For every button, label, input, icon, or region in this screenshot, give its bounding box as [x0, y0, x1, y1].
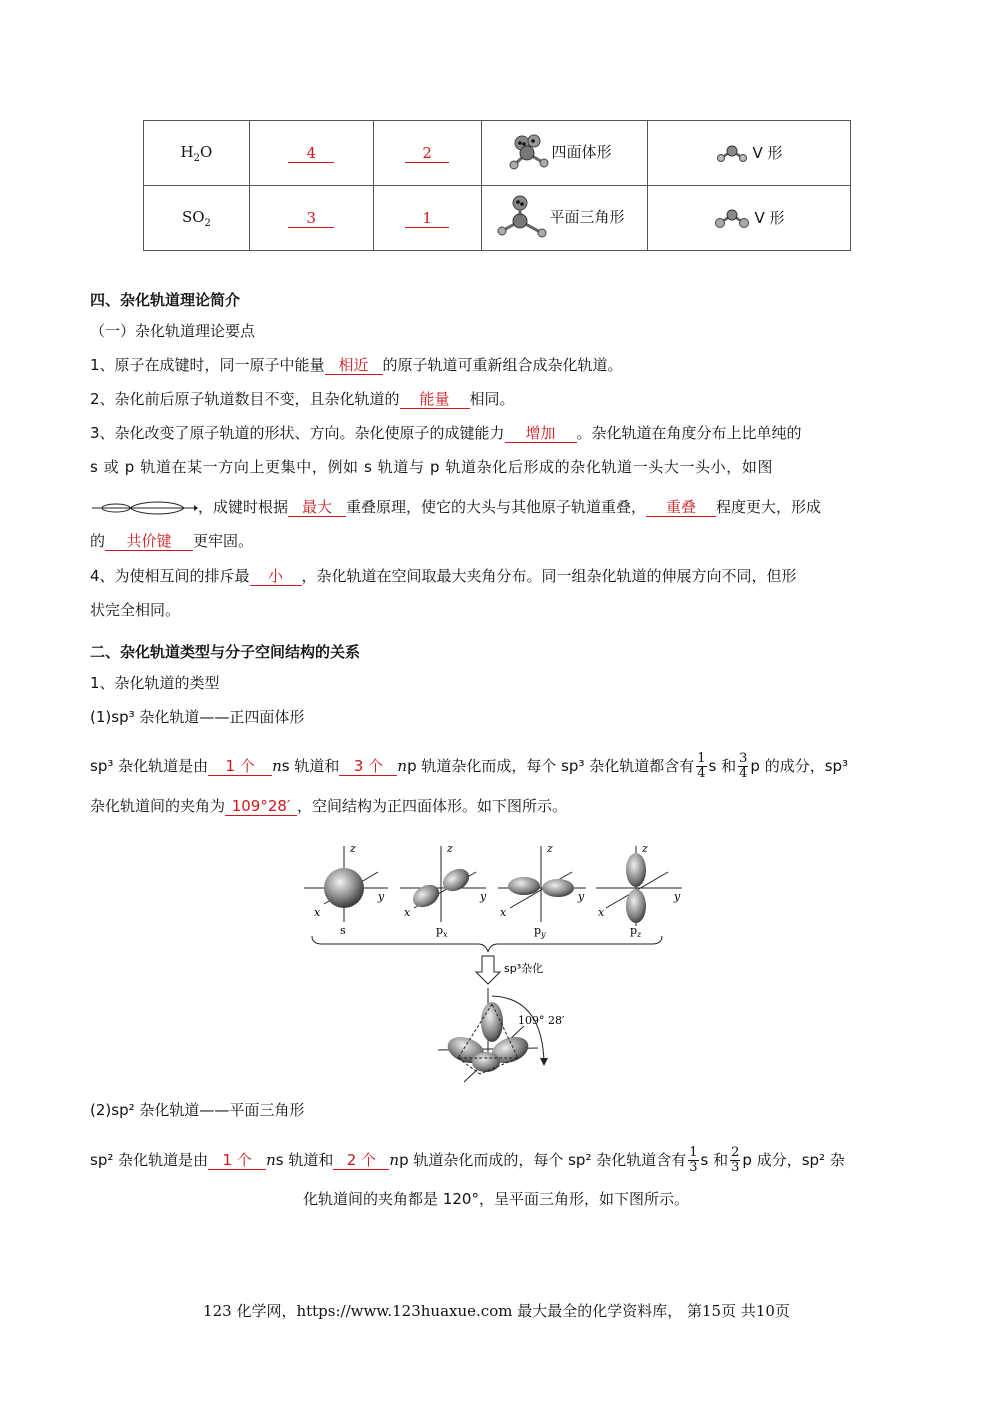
text: p 成分，sp² 杂 [742, 1151, 845, 1169]
text: n [389, 1151, 400, 1169]
text: 2、杂化前后原子轨道数目不变，且杂化轨道的 [90, 390, 400, 408]
answer-fill: 增加 [505, 424, 577, 443]
table-row [144, 121, 851, 186]
answer-fill: 最大 [288, 498, 346, 517]
page-footer: 123 化学网，https://www.123huaxue.com 最大最全的化学资料库， 第15页 共10页 [203, 1302, 790, 1320]
answer-cell [249, 186, 373, 251]
paragraph-2 [90, 389, 902, 409]
px-label [436, 924, 448, 939]
z-axis-label: z [642, 842, 648, 855]
z-axis-label: z [447, 842, 453, 855]
trigonal-planar-model-icon [494, 193, 550, 243]
fraction-numerator: 1 [689, 1145, 698, 1160]
answer-fill: 小 [250, 567, 302, 586]
answer-fill: 能量 [400, 390, 470, 409]
vsepr-shape-cell [481, 186, 648, 251]
fraction [730, 1146, 740, 1175]
paragraph-3-line-3 [90, 497, 902, 518]
sp3-paragraph-line-2 [90, 796, 902, 816]
molecule-shape-label: V 形 [754, 208, 785, 227]
px-label-main: p [436, 924, 444, 937]
vsepr-shape-label: 四面体形 [551, 143, 612, 161]
text: 重叠原理，使它的大头与其他原子轨道重叠， [346, 498, 647, 516]
section-heading: 四、杂化轨道理论简介 [90, 291, 241, 309]
x-axis-label: x [314, 906, 321, 919]
formula-tail: O [200, 142, 213, 161]
text: 相同。 [469, 390, 515, 408]
vsepr-shape-cell [481, 121, 648, 186]
v-shape-molecule-icon [714, 208, 750, 230]
y-axis-label: y [378, 890, 385, 903]
formula-text: H [180, 142, 194, 161]
py-orbital-diagram [498, 842, 586, 939]
text: p 轨道杂化而成，每个 sp³ 杂化轨道都含有 [407, 757, 695, 775]
sp3-tetrahedral-diagram [438, 988, 565, 1082]
paragraph-4-line-2: 状完全相同。 [90, 601, 181, 619]
answer-fill: 1 [405, 209, 449, 228]
fraction-numerator: 1 [697, 751, 706, 766]
table-row [144, 186, 851, 251]
fraction [696, 752, 706, 781]
sp2-paragraph-line-2: 化轨道间的夹角都是 120°，呈平面三角形，如下图所示。 [303, 1190, 689, 1208]
paragraph-3-line-1 [90, 423, 902, 443]
text: 的原子轨道可重新组合成杂化轨道。 [382, 356, 623, 374]
fraction [738, 752, 748, 781]
text: 杂化轨道间的夹角为 [90, 797, 226, 815]
formula-subscript: 2 [193, 152, 200, 164]
sp3-hybridization-figure [296, 836, 686, 1092]
s-label: s [340, 924, 346, 937]
formula-cell [144, 186, 250, 251]
subheading: 1、杂化轨道的类型 [90, 674, 220, 692]
vsepr-table [143, 120, 851, 251]
fraction-numerator: 2 [731, 1145, 740, 1160]
text: s 轨道和 [275, 1151, 334, 1169]
text: 3、杂化改变了原子轨道的形状、方向。杂化使原子的成键能力 [90, 424, 505, 442]
y-axis-label: y [674, 890, 681, 903]
text: s 轨道和 [281, 757, 340, 775]
answer-fill: 相近 [325, 356, 383, 375]
text: n [266, 1151, 276, 1169]
answer-fill: 1 个 [208, 1151, 266, 1170]
vsepr-shape-label: 平面三角形 [549, 208, 625, 226]
z-axis-label: z [547, 842, 553, 855]
molecule-shape-cell [648, 186, 851, 251]
answer-fill: 1 个 [208, 757, 272, 776]
text: 更牢固。 [193, 532, 254, 550]
py-label-main: p [534, 924, 542, 937]
answer-fill: 共价键 [105, 532, 193, 551]
x-axis-label: x [404, 906, 411, 919]
answer-fill: 2 个 [333, 1151, 389, 1170]
text: s 和 [700, 1151, 729, 1169]
px-orbital-diagram [400, 842, 487, 939]
fraction-denominator: 3 [689, 1160, 698, 1175]
text: 的 [90, 532, 106, 550]
sp3-paragraph-line-1 [90, 751, 902, 781]
paragraph-3-line-4 [90, 531, 902, 551]
answer-cell [249, 121, 373, 186]
answer-fill: 2 [405, 144, 449, 163]
subheading: （一）杂化轨道理论要点 [90, 322, 256, 340]
formula-text: SO [181, 207, 205, 226]
molecule-shape-cell [648, 121, 851, 186]
section-heading: 二、杂化轨道类型与分子空间结构的关系 [90, 643, 361, 661]
text: sp² 杂化轨道是由 [90, 1151, 209, 1169]
answer-cell [373, 186, 481, 251]
pz-label [630, 924, 642, 939]
paragraph-3-line-2: s 或 p 轨道在某一方向上更集中，例如 s 轨道与 p 轨道杂化后形成的杂化轨道一头大一头小，如图 [90, 458, 774, 476]
molecule-shape-label: V 形 [752, 143, 783, 162]
formula-cell [144, 121, 250, 186]
answer-fill: 3 个 [339, 757, 397, 776]
text: p 轨道杂化而成的，每个 sp² 杂化轨道含有 [399, 1151, 687, 1169]
x-axis-label: x [598, 906, 605, 919]
py-label [534, 924, 546, 939]
text: ，空间结构为正四面体形。如下图所示。 [297, 797, 568, 815]
text: 1、原子在成键时，同一原子中能量 [90, 356, 325, 374]
answer-fill: 3 [288, 209, 334, 228]
x-axis-label: x [500, 906, 507, 919]
z-axis-label: z [350, 842, 356, 855]
text: n [397, 757, 408, 775]
answer-fill: 4 [288, 144, 334, 163]
paragraph-1 [90, 355, 902, 375]
formula-subscript: 2 [204, 217, 211, 229]
text: n [272, 757, 282, 775]
pz-label-sub: z [637, 930, 642, 939]
fraction-denominator: 4 [697, 766, 706, 781]
hybrid-orbital-icon [90, 498, 198, 518]
sp2-paragraph-line-1 [90, 1145, 902, 1175]
answer-cell [373, 121, 481, 186]
down-arrow-icon [476, 956, 500, 984]
text: ，成键时根据 [198, 498, 289, 516]
sp2-title: (2)sp² 杂化轨道——平面三角形 [90, 1101, 305, 1119]
y-axis-label: y [480, 890, 487, 903]
pz-orbital-diagram [596, 842, 682, 939]
py-label-sub: y [541, 930, 546, 939]
s-orbital-diagram [304, 842, 388, 937]
paragraph-4-line-1 [90, 566, 902, 586]
answer-fill: 109°28′ [225, 797, 297, 816]
text: ，杂化轨道在空间取最大夹角分布。同一组杂化轨道的伸展方向不同，但形 [301, 567, 797, 585]
v-shape-molecule-icon [716, 143, 748, 165]
fraction [688, 1146, 698, 1175]
text: s 和 [708, 757, 737, 775]
brace [312, 936, 662, 952]
angle-label: 109° 28′ [518, 1014, 565, 1027]
text: 4、为使相互间的排斥最 [90, 567, 250, 585]
pz-label-main: p [630, 924, 638, 937]
tetrahedral-model-icon [502, 131, 552, 175]
px-label-sub: x [443, 930, 448, 939]
sp3-title: (1)sp³ 杂化轨道——正四面体形 [90, 708, 305, 726]
text: sp³ 杂化轨道是由 [90, 757, 209, 775]
fraction-denominator: 4 [739, 766, 748, 781]
fraction-numerator: 3 [739, 751, 748, 766]
y-axis-label: y [578, 890, 585, 903]
arrow-label: sp³杂化 [504, 962, 544, 975]
fraction-denominator: 3 [731, 1160, 740, 1175]
text: p 的成分，sp³ [750, 757, 849, 775]
text: 程度更大，形成 [716, 498, 822, 516]
answer-fill: 重叠 [646, 498, 716, 517]
text: 。杂化轨道在角度分布上比单纯的 [576, 424, 802, 442]
